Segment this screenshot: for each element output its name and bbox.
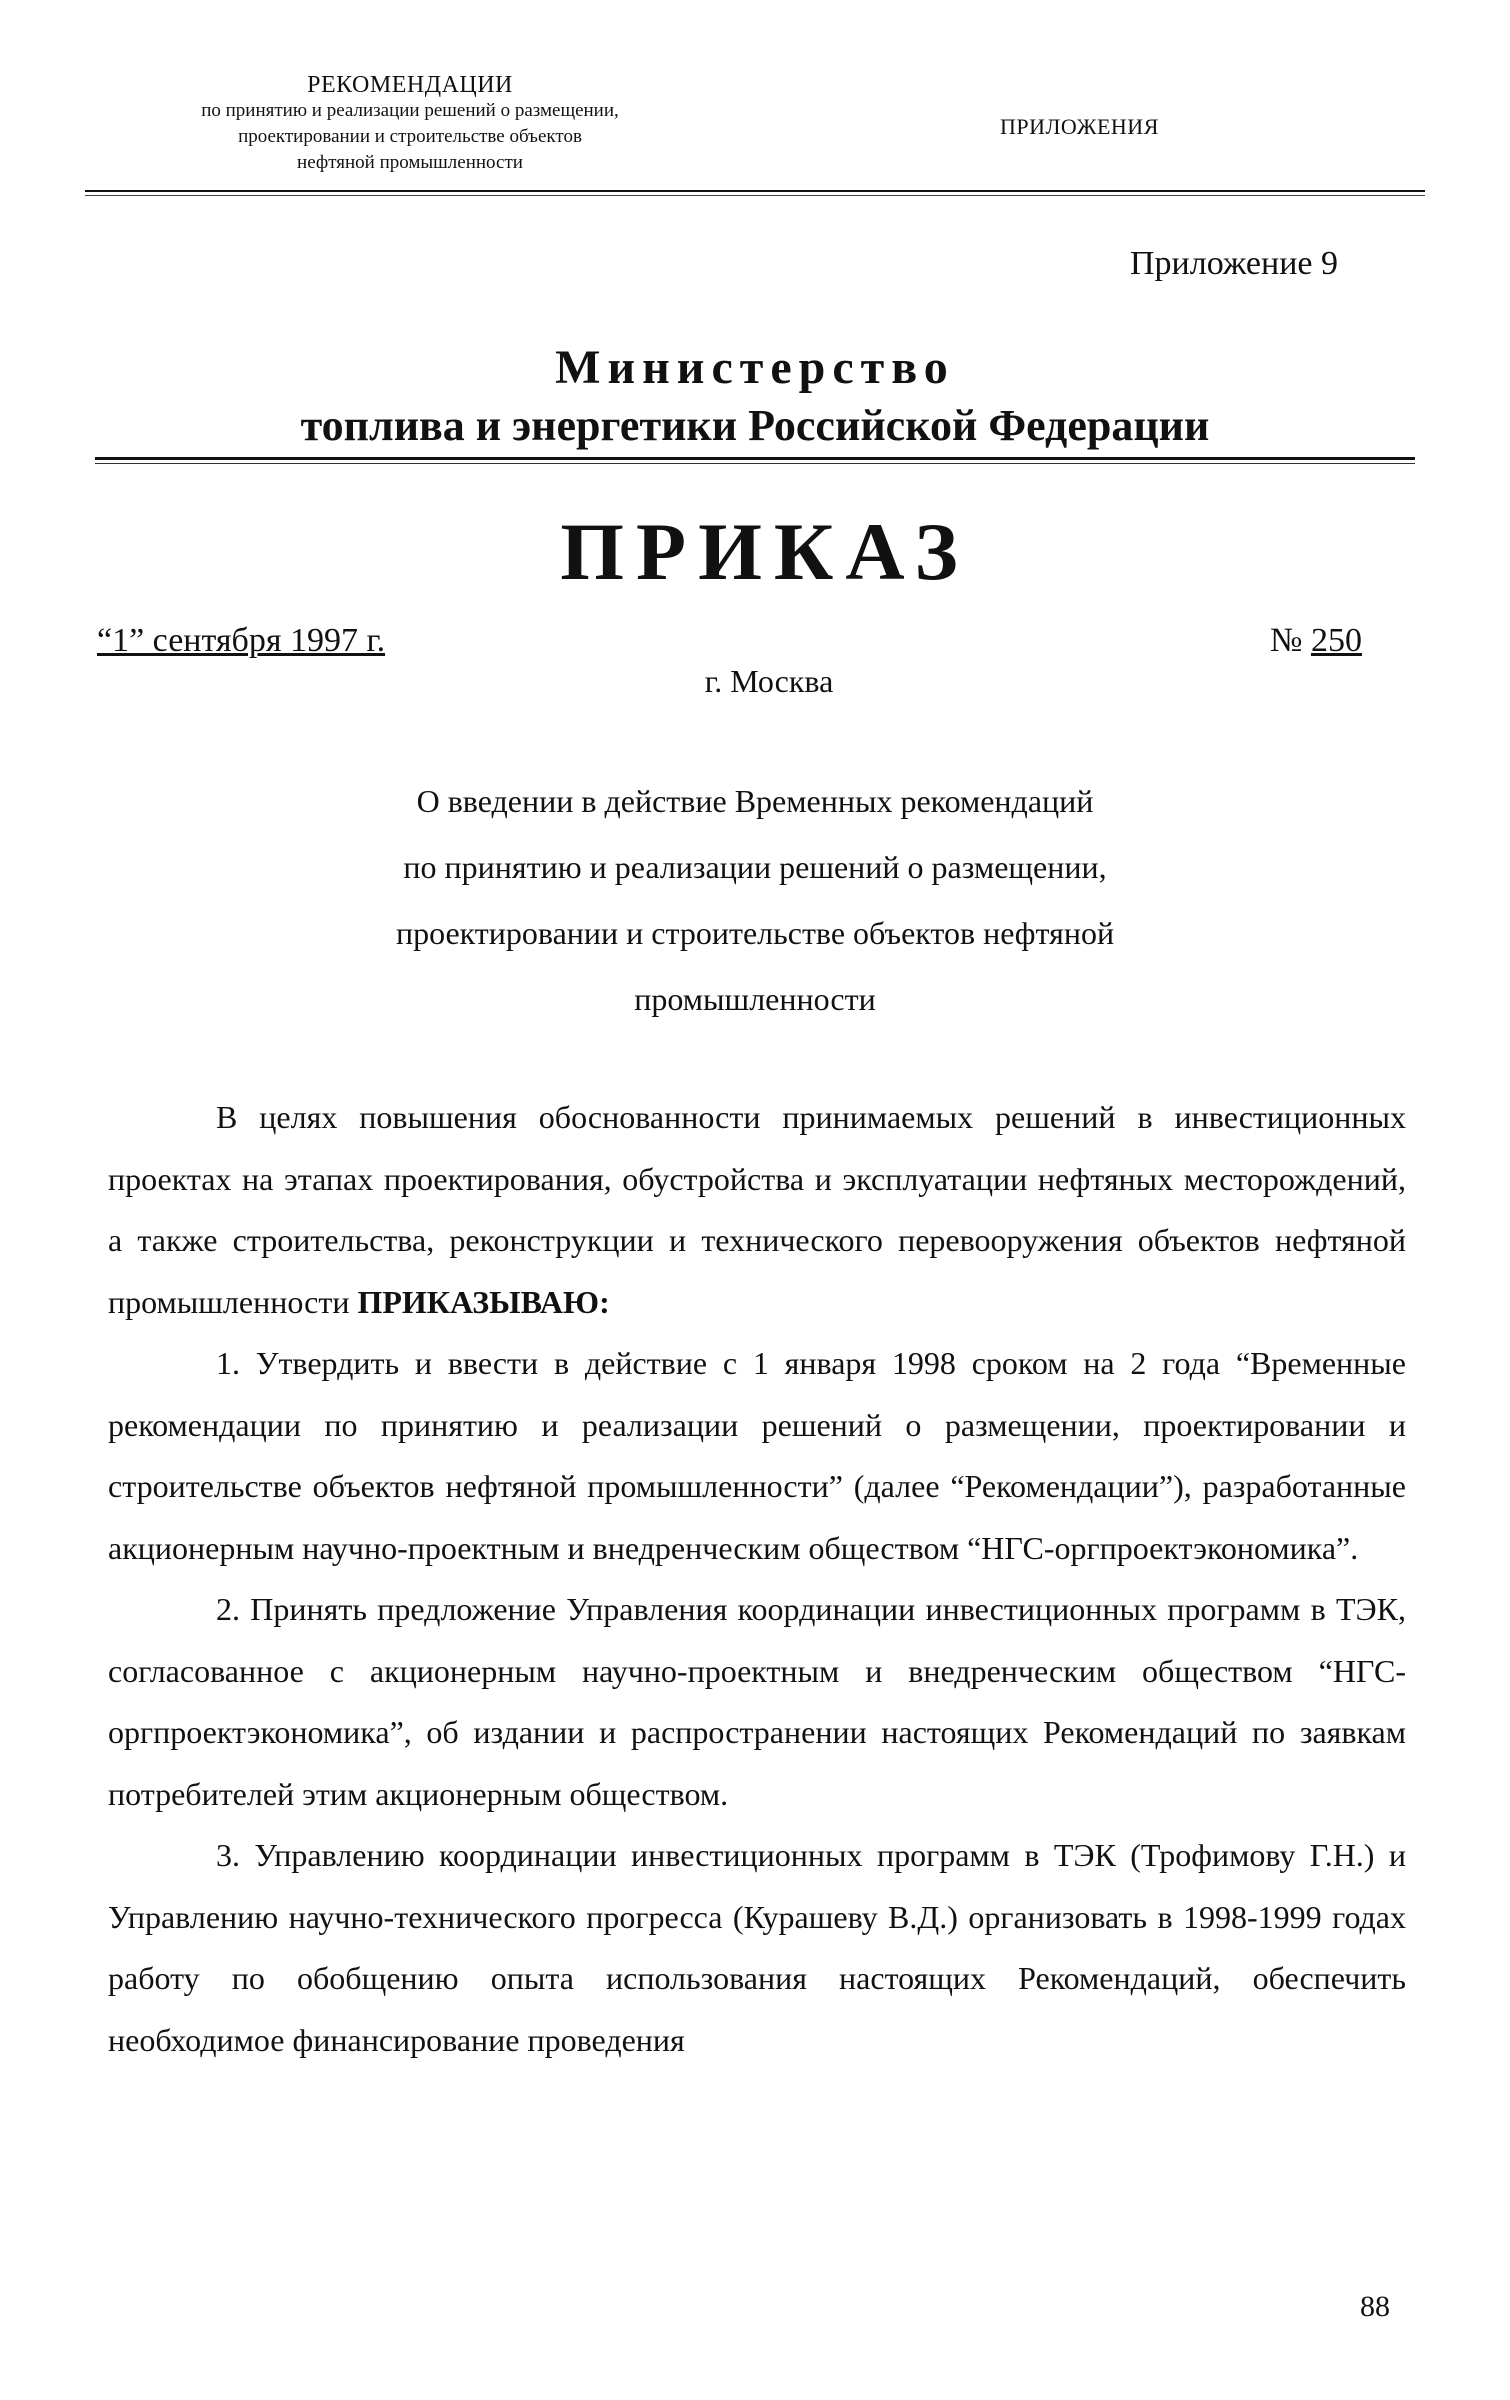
order-number-value: 250	[1310, 622, 1362, 659]
ministry-subtitle: топлива и энергетики Российской Федерации	[300, 401, 1210, 450]
ministry-divider-thin	[95, 463, 1415, 464]
subject-line3: проектировании и строительстве объектов нефтяной	[395, 915, 1115, 951]
order-title: ПРИКАЗ	[560, 506, 970, 597]
order-city: г. Москва	[704, 663, 834, 699]
order-number-prefix: №	[1270, 622, 1311, 659]
header-subtitle-line3: нефтяной промышленности	[297, 152, 523, 173]
body-intro: В целях повышения обоснованности принимаемых решений в инвестиционных проектах на этапах проектирования, обустройства и эксплуатации нефтяных месторождений, а также строительства, реконструкции и технического перевооружения объектов нефтяной промышленности	[108, 1099, 1406, 1320]
ministry-divider	[95, 457, 1415, 460]
header-divider-thin	[85, 195, 1425, 196]
order-word: ПРИКАЗЫВАЮ:	[357, 1283, 610, 1320]
order-number	[1270, 622, 1362, 660]
ministry-title: Министерство	[555, 341, 955, 394]
header-subtitle-line2: проектировании и строительстве объектов	[238, 126, 582, 147]
header-divider	[85, 190, 1425, 192]
appendix-label: Приложение 9	[1130, 245, 1338, 282]
body-item-2: 2. Принять предложение Управления координации инвестиционных программ в ТЭК, согласованное с акционерным научно-проектным и внедренческим обществом “НГС-оргпроектэкономика”, об издании и распространении настоящих Рекомендаций по заявкам потребителей этим акционерным обществом.	[108, 1591, 1406, 1812]
running-header-right: ПРИЛОЖЕНИЯ	[1000, 114, 1159, 139]
body-item-1: 1. Утвердить и ввести в действие с 1 января 1998 сроком на 2 года “Временные рекомендации по принятию и реализации решений о размещении, проектировании и строительстве объектов нефтяной промышленности” (далее “Рекомендации”), разработанные акционерным научно-проектным и внедренческим обществом “НГС-оргпроектэкономика”.	[108, 1345, 1406, 1566]
header-subtitle-line1: по принятию и реализации решений о размещении,	[201, 100, 619, 121]
order-date: “1” сентября 1997 г.	[97, 622, 386, 659]
order-body	[108, 1087, 1406, 2071]
header-title: РЕКОМЕНДАЦИИ	[307, 72, 513, 98]
body-item-3: 3. Управлению координации инвестиционных программ в ТЭК (Трофимову Г.Н.) и Управлению научно-технического прогресса (Курашеву В.Д.) организовать в 1998-1999 годах работу по обобщению опыта использования настоящих Рекомендаций, обеспечить необходимое финансирование проведения	[108, 1837, 1406, 2058]
subject-line2: по принятию и реализации решений о размещении,	[403, 849, 1107, 885]
subject-line1: О введении в действие Временных рекомендаций	[416, 783, 1094, 819]
running-header-left	[130, 72, 690, 176]
page-number: 88	[1360, 2290, 1390, 2323]
subject-line4: промышленности	[634, 981, 876, 1017]
order-subject	[240, 768, 1270, 1032]
body-intro-paragraph	[108, 1087, 1406, 1333]
